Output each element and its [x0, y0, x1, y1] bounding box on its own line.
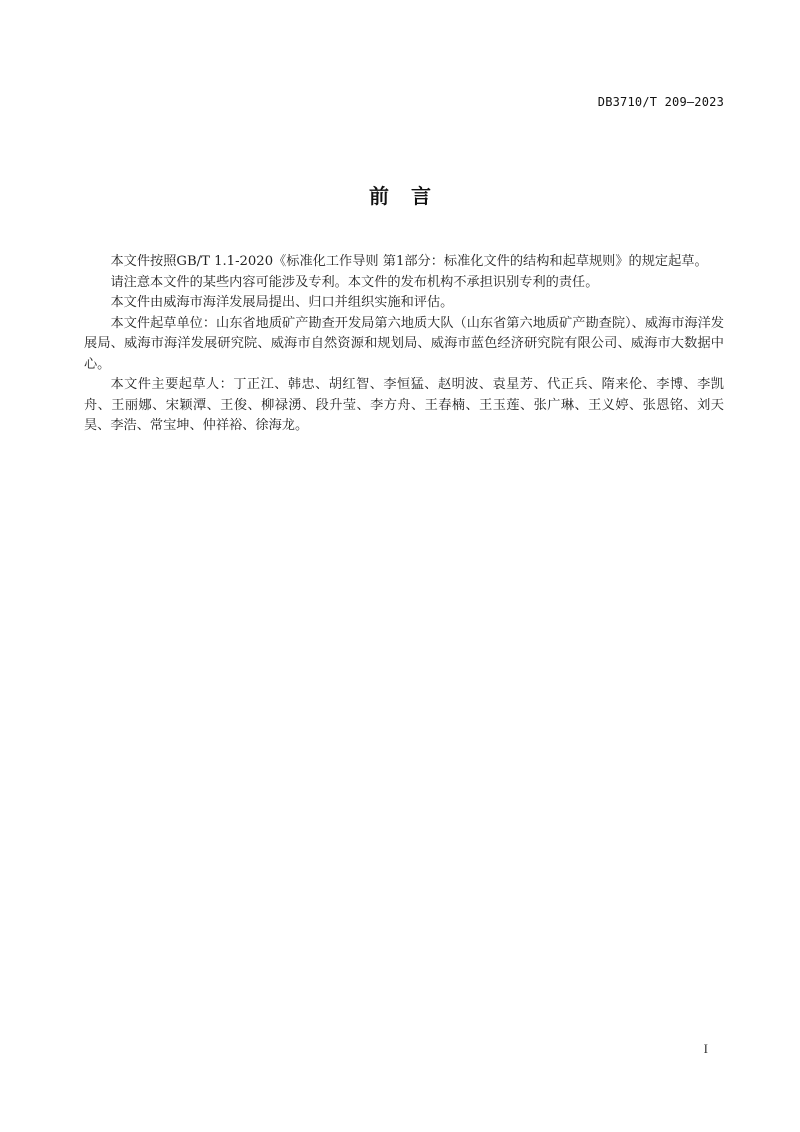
- paragraph-proposer: 本文件由威海市海洋发展局提出、归口并组织实施和评估。: [110, 295, 454, 310]
- foreword-body: [84, 252, 724, 437]
- page-title: 前言: [369, 184, 453, 208]
- page-number: I: [703, 1041, 708, 1056]
- paragraph-standard-basis: 本文件按照GB/T 1.1-2020《标准化工作导则 第1部分：标准化文件的结构和起草规则》的规定起草。: [110, 254, 708, 269]
- paragraph-patent-notice: 请注意本文件的某些内容可能涉及专利。本文件的发布机构不承担识别专利的责任。: [110, 274, 599, 290]
- paragraph-drafting-units: 本文件起草单位：山东省地质矿产勘查开发局第六地质大队（山东省第六地质矿产勘查院）、威海市海洋发展局、威海市海洋发展研究院、威海市自然资源和规划局、威海市蓝色经济研究院有限公司、威海市大数据中心。: [84, 315, 724, 372]
- paragraph-drafters: 本文件主要起草人：丁正江、韩忠、胡红智、李恒猛、赵明波、袁星芳、代正兵、隋来伦、李博、李凯舟、王丽娜、宋颖潭、王俊、柳禄湧、段升莹、李方舟、王春楠、王玉莲、张广琳、王义婷、张恩铭、刘天昊、李浩、常宝坤、仲祥裕、徐海龙。: [84, 377, 724, 433]
- document-code: DB3710/T 209—2023: [597, 95, 724, 109]
